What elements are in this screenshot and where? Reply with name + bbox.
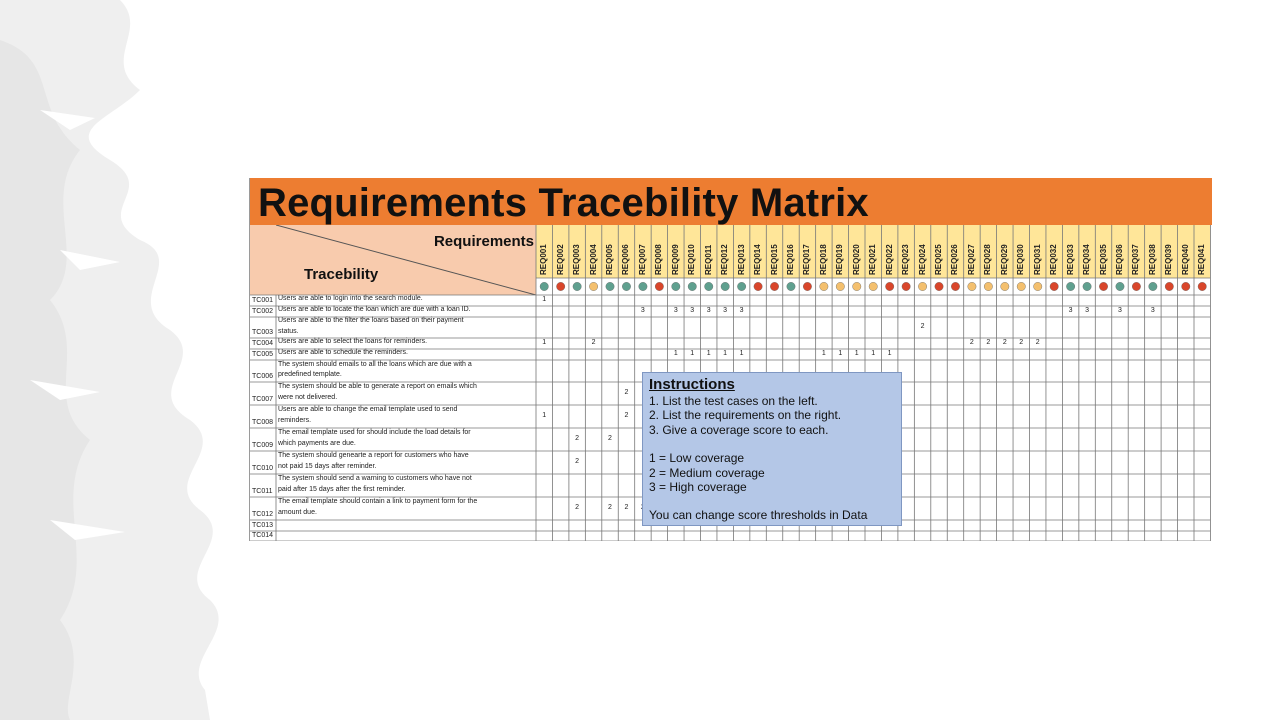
coverage-score: 2 [1002,338,1007,346]
instructions-box [642,372,902,526]
coverage-score: 1 [887,349,892,357]
test-case-id: TC005 [252,351,274,358]
coverage-score: 1 [542,411,547,419]
test-case-id: TC013 [252,522,274,529]
requirement-header: REQ019 [835,244,845,275]
instructions-title: Instructions [649,376,735,393]
coverage-score: 2 [624,388,629,396]
coverage-score: 3 [690,306,695,314]
test-case-description: Users are able to locate the loan which are due with a loan ID. [278,306,471,314]
instructions-note: You can change score thresholds in Data [649,508,868,523]
test-case-id: TC002 [252,308,274,315]
test-case-id: TC012 [252,511,274,518]
instruction-step: 2. List the requirements on the right. [649,408,842,423]
requirement-status-dot [820,282,828,290]
requirement-status-dot [622,282,630,290]
test-case-description: The email template used for should include the load details for [278,429,471,436]
requirement-status-dot [1001,282,1009,290]
test-case-id: TC014 [252,532,274,539]
coverage-scale-item: 1 = Low coverage [649,451,745,466]
coverage-score: 2 [608,434,612,442]
test-case-description: paid after 15 days after the first reminder. [278,485,406,493]
coverage-score: 2 [969,338,974,346]
test-case-description: status. [278,327,299,335]
requirement-header: REQ008 [654,244,664,275]
requirement-status-dot [721,282,729,290]
requirement-header: REQ035 [1098,244,1108,275]
requirement-status-dot [869,282,877,290]
test-case-description: The system should send a warning to customers who have not [278,475,472,482]
requirement-header: REQ037 [1131,244,1141,275]
coverage-score: 1 [838,349,843,357]
coverage-score: 3 [1085,306,1089,314]
requirement-status-dot [1132,282,1140,290]
test-case-id: TC004 [252,340,274,347]
requirement-status-dot [1165,282,1173,290]
requirement-status-dot [1099,282,1107,290]
tracebility-header-label: Tracebility [304,266,379,283]
requirement-status-dot [902,282,910,290]
test-case-id: TC008 [252,419,274,426]
requirement-header: REQ033 [1065,244,1075,275]
coverage-score: 2 [920,322,925,330]
requirement-status-dot [737,282,745,290]
coverage-score: 1 [542,295,547,303]
test-case-id: TC003 [252,329,274,336]
requirement-header: REQ016 [785,244,795,275]
requirements-header-label: Requirements [433,233,534,250]
test-case-description: Users are able to schedule the reminders. [278,349,408,357]
requirement-header: REQ028 [983,244,993,275]
requirement-header: REQ026 [950,244,960,275]
requirement-header: REQ011 [703,244,713,275]
requirement-status-dot [1116,282,1124,290]
coverage-score: 3 [1068,306,1073,314]
coverage-score: 1 [723,349,728,357]
test-case-id: TC001 [252,297,274,304]
requirement-header: REQ004 [588,244,598,275]
requirement-header: REQ040 [1180,244,1190,275]
coverage-scale-item: 3 = High coverage [649,480,747,495]
test-case-id: TC007 [252,396,274,403]
requirement-header: REQ032 [1049,244,1059,275]
test-case-description: Users are able to change the email template used to send [278,406,458,413]
requirement-header: REQ001 [539,244,549,275]
requirement-header: REQ023 [901,244,911,275]
requirement-header: REQ034 [1082,244,1092,275]
requirement-status-dot [1034,282,1042,290]
coverage-score: 2 [591,338,596,346]
requirement-status-dot [556,282,564,290]
coverage-score: 3 [706,306,711,314]
requirement-status-dot [1050,282,1058,290]
requirement-header: REQ030 [1016,244,1026,275]
requirement-header: REQ006 [621,244,631,275]
requirement-header: REQ010 [687,244,697,275]
coverage-score: 3 [673,306,678,314]
coverage-score: 1 [854,349,859,357]
requirement-status-dot [935,282,943,290]
requirement-header: REQ022 [884,244,894,275]
coverage-score: 2 [608,503,612,511]
test-case-description: not paid 15 days after reminder. [278,462,377,470]
coverage-score: 2 [1035,338,1040,346]
requirement-status-dot [1182,282,1190,290]
test-case-description: The system should be able to generate a report on emails which [278,383,477,390]
coverage-score: 2 [1019,338,1024,346]
requirement-status-dot [803,282,811,290]
requirement-header: REQ021 [868,244,878,275]
test-case-description: predefined template. [278,371,342,378]
requirement-status-dot [885,282,893,290]
test-case-description: reminders. [278,416,312,424]
coverage-score: 3 [1150,306,1155,314]
test-case-description: The system should genearte a report for customers who have [278,452,469,459]
requirement-status-dot [770,282,778,290]
requirement-status-dot [754,282,762,290]
coverage-score: 2 [575,503,580,511]
coverage-score: 1 [871,349,876,357]
requirement-status-dot [573,282,581,290]
requirement-status-dot [918,282,926,290]
requirement-header: REQ013 [736,244,746,275]
requirement-status-dot [589,282,597,290]
requirement-header: REQ036 [1114,244,1124,275]
coverage-score: 2 [624,503,629,511]
requirement-header: REQ017 [802,244,812,275]
requirement-header: REQ012 [720,244,730,275]
instruction-step: 1. List the test cases on the left. [649,394,818,408]
test-case-description: Users are able to login into the search module. [278,295,423,303]
requirement-status-dot [540,282,548,290]
test-case-id: TC010 [252,465,274,472]
test-case-description: Users are able to select the loans for reminders. [278,338,428,346]
coverage-score: 1 [739,349,744,357]
requirement-status-dot [705,282,713,290]
coverage-score: 1 [690,349,695,357]
requirement-header: REQ025 [934,244,944,275]
coverage-scale-item: 2 = Medium coverage [649,465,765,480]
requirement-header: REQ007 [637,244,647,275]
requirement-header: REQ029 [999,244,1009,275]
instruction-step: 3. Give a coverage score to each. [649,422,829,437]
coverage-score: 1 [542,338,547,346]
coverage-score: 2 [986,338,991,346]
test-case-description: The system should emails to all the loans which are due with a [278,360,472,368]
requirement-header: REQ027 [966,244,976,275]
requirement-header: REQ020 [851,244,861,275]
coverage-score: 3 [1117,306,1122,314]
coverage-score: 1 [673,349,678,357]
requirement-header: REQ041 [1197,244,1207,275]
background-brush-texture [0,0,260,720]
requirement-status-dot [787,282,795,290]
requirement-status-dot [836,282,844,290]
requirement-status-dot [1017,282,1025,290]
requirement-status-dot [968,282,976,290]
test-case-description: Users are able to the filter the loans based on their payment [278,317,464,324]
requirement-status-dot [688,282,696,290]
coverage-score: 1 [706,349,711,357]
requirement-header: REQ009 [670,244,680,275]
requirement-status-dot [1066,282,1074,290]
test-case-id: TC009 [252,442,274,449]
test-case-description: amount due. [278,508,317,516]
requirement-status-dot [853,282,861,290]
coverage-score: 2 [575,434,580,442]
requirement-header: REQ002 [555,244,565,275]
requirement-status-dot [672,282,680,290]
test-case-description: were not delivered. [278,393,338,401]
requirement-header: REQ015 [769,244,779,275]
test-case-description: The email template should contain a link to payment form for the [278,498,478,505]
requirement-status-dot [1149,282,1157,290]
requirement-header: REQ024 [917,244,927,275]
coverage-score: 2 [624,411,629,419]
requirement-status-dot [1083,282,1091,290]
requirement-status-dot [639,282,647,290]
requirement-header: REQ031 [1032,244,1042,275]
requirement-header: REQ014 [753,244,763,275]
coverage-score: 3 [723,306,728,314]
test-case-id: TC011 [252,488,273,495]
coverage-score: 3 [739,306,744,314]
requirement-status-dot [951,282,959,290]
requirement-header: REQ038 [1147,244,1157,275]
requirement-header: REQ018 [818,244,828,275]
requirement-status-dot [655,282,663,290]
coverage-score: 1 [821,349,826,357]
requirement-header: REQ003 [572,244,582,275]
test-case-id: TC006 [252,373,274,380]
test-case-description: which payments are due. [278,439,356,447]
coverage-score: 2 [575,457,580,465]
requirement-status-dot [606,282,614,290]
requirement-header: REQ039 [1164,244,1174,275]
requirement-status-dot [984,282,992,290]
requirement-status-dot [1198,282,1206,290]
sheet-title: Requirements Tracebility Matrix [258,181,869,225]
coverage-score: 3 [640,306,645,314]
requirement-header: REQ005 [605,244,615,275]
